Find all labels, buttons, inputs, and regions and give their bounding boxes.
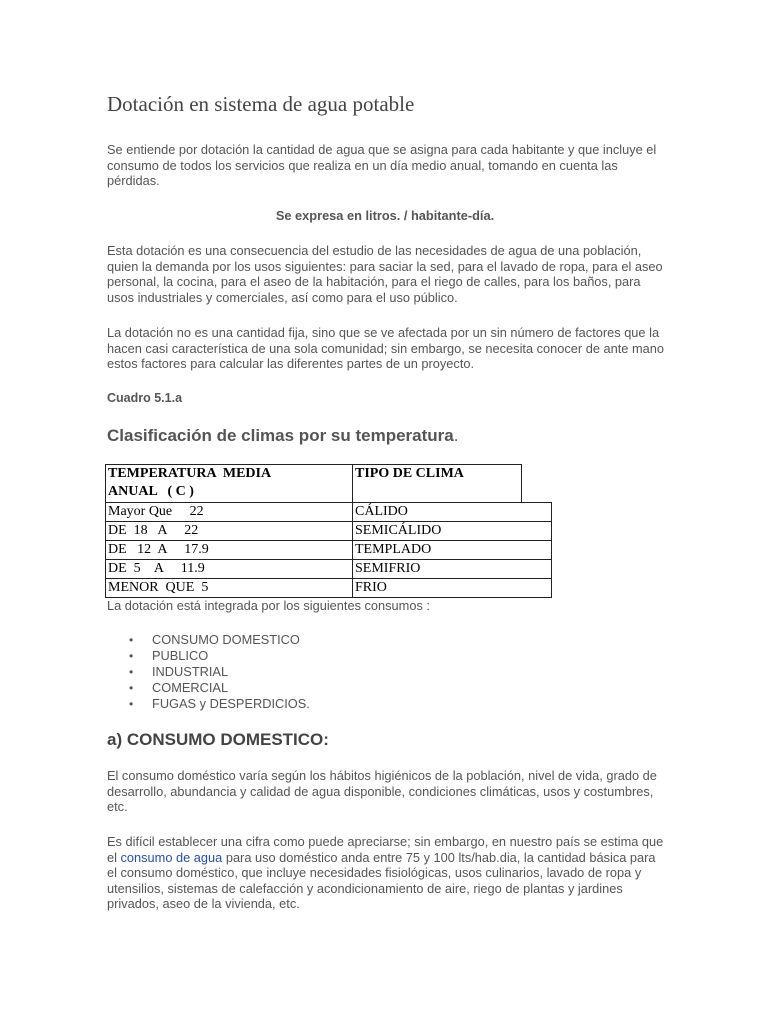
clasificacion-heading: [107, 426, 458, 446]
consumos-list: [107, 632, 310, 712]
cuadro-label: Cuadro 5.1.a: [107, 391, 183, 405]
table-cell: DE 5 A 11.9: [105, 559, 353, 579]
table-cell: FRIO: [352, 578, 552, 598]
expresa-note: Se expresa en litros. / habitante-día.: [275, 208, 495, 223]
list-item: • INDUSTRIAL: [129, 664, 229, 679]
list-item: • FUGAS y DESPERDICIOS.: [129, 696, 310, 711]
table-cell: MENOR QUE 5: [105, 578, 353, 598]
page-title: Dotación en sistema de agua potable: [107, 92, 415, 116]
clasificacion-text: Clasificación de climas por su temperatura: [107, 426, 454, 445]
table-cell: CÁLIDO: [352, 502, 552, 522]
paragraph-usos: Esta dotación es una consecuencia del estudio de las necesidades de agua de una población, quien la demanda por los usos siguientes: para saciar la sed, para el lavado de ropa, para el aseo personal, la cocina, para el aseo de la habitación, para el riego de calles, para los baños, para usos industriales y comerciales, así como para el uso público.: [107, 243, 663, 305]
bullet-icon: •: [129, 697, 134, 711]
table-header-tipo: TIPO DE CLIMA: [352, 464, 522, 503]
table-cell: DE 12 A 17.9: [105, 540, 353, 560]
integrada-text: La dotación está integrada por los siguientes consumos :: [107, 598, 430, 613]
clasificacion-dot: .: [453, 426, 459, 445]
list-item: • PUBLICO: [129, 648, 209, 663]
domestico-paragraph-1: El consumo doméstico varía según los hábitos higiénicos de la población, nivel de vida, grado de desarrollo, abundancia y calidad de agua disponible, condiciones climáticas, usos y costumbres, etc.: [107, 768, 657, 815]
list-item: • CONSUMO DOMESTICO: [129, 632, 300, 647]
intro-paragraph: Se entiende por dotación la cantidad de agua que se asigna para cada habitante y que incluye el consumo de todos los servicios que realiza en un día medio anual, tomando en cuenta las pérdidas.: [107, 142, 657, 189]
bullet-icon: •: [129, 649, 134, 663]
table-cell: DE 18 A 22: [105, 521, 353, 541]
table-cell: TEMPLADO: [352, 540, 552, 560]
list-item: • COMERCIAL: [129, 680, 229, 695]
table-cell: SEMICÁLIDO: [352, 521, 552, 541]
bullet-icon: •: [129, 681, 134, 695]
domestico-paragraph-2: Es difícil establecer una cifra como puede apreciarse; sin embargo, en nuestro país se estima que el consumo de agua para uso doméstico anda entre 75 y 100 lts/hab.dia, la cantidad básica para el consumo doméstico, que incluye necesidades fisiológicas, usos culinarios, lavado de ropa y utensilios, sistemas de calefacción y acondicionamiento de aire, riego de plantas y jardines privados, aseo de la vivienda, etc.: [107, 834, 664, 912]
bullet-icon: •: [129, 633, 134, 647]
table-header-temperatura: TEMPERATURA MEDIA ANUAL ( C ): [105, 464, 353, 503]
table-cell: SEMIFRIO: [352, 559, 552, 579]
section-consumo-domestico: a) CONSUMO DOMESTICO:: [107, 730, 329, 749]
bullet-icon: •: [129, 665, 134, 679]
table-cell: Mayor Que 22: [105, 502, 353, 522]
consumo-de-agua-link[interactable]: consumo de agua: [120, 849, 223, 865]
paragraph-factores: La dotación no es una cantidad fija, sino que se ve afectada por un sin número de factores que la hacen casi característica de una sola comunidad; sin embargo, se necesita conocer de ante mano estos factores para calcular las diferentes partes de un proyecto.: [107, 325, 664, 372]
